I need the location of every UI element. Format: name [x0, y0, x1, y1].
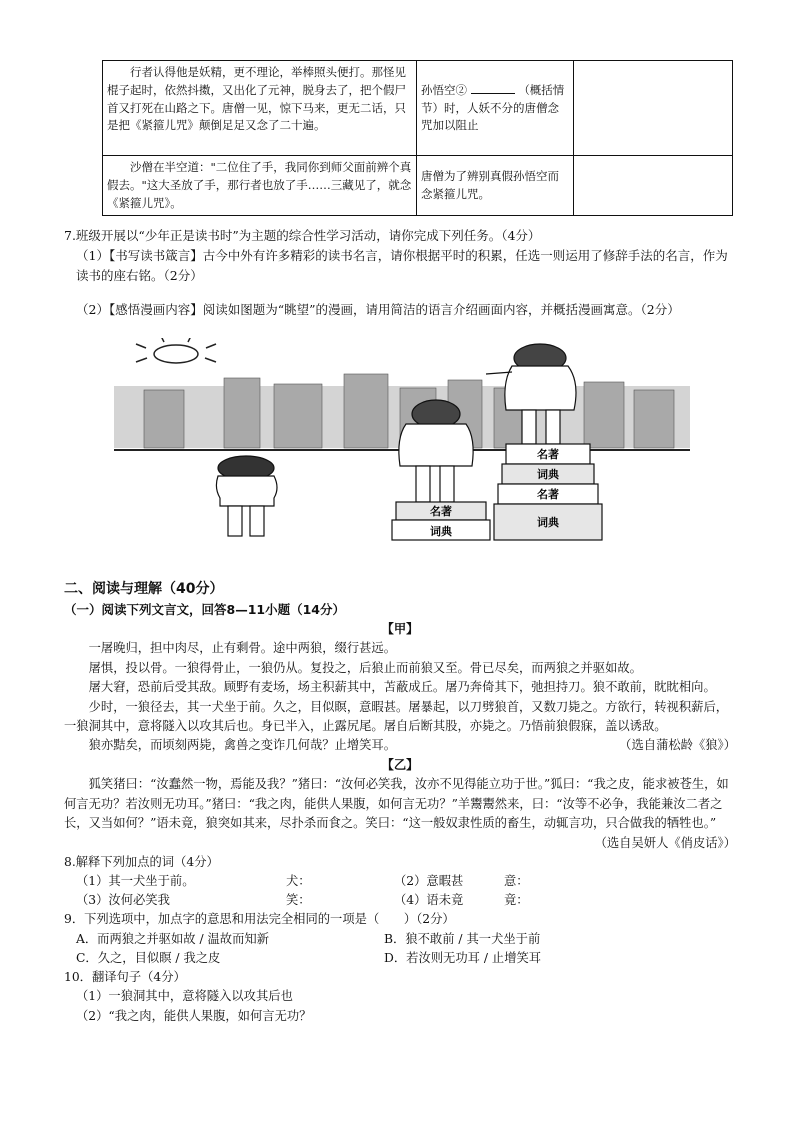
passage-jia-p4: 少时，一狼径去，其一犬坐于前。久之，目似瞑，意暇甚。屠暴起，以刀劈狼首，又数刀毙之。方欲行，转视积薪后，一狼洞其中，意将隧入以攻其后也。身已半入，止露尻尾。屠自后断其股，亦毙之。乃悟前狼假寐，盖以诱敌。 [64, 699, 729, 733]
q10-stem: 10．翻译句子（4分） [64, 969, 186, 984]
summary-1-suffix: （概括情节）时，人妖不分的唐僧念咒加以阻止 [421, 82, 565, 133]
q8-item-2: （2）意暇甚 [394, 874, 464, 889]
q7-stem: 7.班级开展以“少年正是读书时”为主题的综合性学习活动，请你完成下列任务。（4分） [64, 228, 541, 243]
book-label: 词典 [537, 468, 559, 481]
table-cell-summary-2: 唐僧为了辨别真假孙悟空而念紧箍儿咒。 [417, 156, 574, 216]
q8-item-1: （1）其一犬坐于前。 [76, 874, 195, 889]
question-7 [64, 226, 736, 320]
table-cell-empty-1 [574, 61, 733, 156]
subsection-title: （一）阅读下列文言文，回答8—11小题（14分） [64, 602, 345, 618]
passage-jia-p1: 一屠晚归，担中肉尽，止有剩骨。途中两狼，缀行甚远。 [88, 641, 397, 656]
plot-summary-table [102, 60, 733, 216]
q9-option-b[interactable]: B．狼不敢前 / 其一犬坐于前 [384, 931, 541, 946]
q9-option-a[interactable]: A．而两狼之并驱如故 / 温故而知新 [76, 931, 269, 946]
passage-yi-p1: 狐笑猪曰：“汝蠢然一物，焉能及我？”猪曰：“汝何必笑我，汝亦不见得能立功于世。”狐曰：“我之皮，能求被苍生，如何言无功？若汝则无功耳。”猪曰：“我之肉，能供人果腹，如何言无功？”羊鬻鬻然来，曰：“汝等不必争，我能兼汝二者之长，又当如何？”语未竟，狼突如其来，尽扑杀而食之。笑曰：“这一般奴隶性质的畜生，动辄言功，只合做我的牺牲也。” [64, 777, 729, 831]
table-cell-excerpt-2: 沙僧在半空道："二位住了手，我同你到师父面前辨个真假去。"这大圣放了手，那行者也放了手……三藏见了，就念《紧箍儿咒》。 [103, 156, 417, 216]
q8-item-3-key: 笑： [286, 893, 311, 908]
q10-sentence-1: （1）一狼洞其中，意将隧入以攻其后也 [76, 989, 293, 1004]
passage-jia-p3: 屠大窘，恐前后受其敌。顾野有麦场，场主积薪其中，苫蔽成丘。屠乃奔倚其下，弛担持刀。狼不敢前，眈眈相向。 [88, 680, 716, 695]
cartoon-tiaowang [114, 338, 690, 548]
passage-jia-title: 【甲】 [381, 621, 419, 636]
section-title: 二、阅读与理解（40分） [64, 581, 224, 597]
book-label: 名著 [537, 448, 559, 461]
passage-yi-source: （选自吴妍人《俏皮话》） [594, 835, 736, 850]
q9-stem: 9．下列选项中，加点字的意思和用法完全相同的一项是（ ）（2分） [64, 912, 455, 927]
q8-stem: 8.解释下列加点的词（4分） [64, 854, 219, 869]
passage-jia-p5: 狼亦黠矣，而顷刻两毙，禽兽之变诈几何哉？止增笑耳。 [88, 738, 397, 753]
table-cell-excerpt-1: 行者认得他是妖精，更不理论，举棒照头便打。那怪见棍子起时，依然抖擞，又出化了元神，脱身去了，把个假尸首又打死在山路之下。唐僧一见，惊下马来，更无二话，只是把《紧箍儿咒》颠倒足足又念了二十遍。 [103, 61, 417, 156]
passage-jia-source: （选自蒲松龄《狼》） [619, 738, 736, 753]
q9-option-d[interactable]: D．若汝则无功耳 / 止增笑耳 [384, 950, 542, 965]
q7-sub1: （1）【书写读书箴言】古今中外有许多精彩的读书名言，请你根据平时的积累，任选一则运用了修辞手法的名言，作为读书的座右铭。（2分） [76, 248, 728, 283]
q8-row-2 [64, 891, 736, 910]
section-reading [64, 578, 736, 1026]
q9-option-c[interactable]: C．久之，目似瞑 / 我之皮 [76, 950, 221, 965]
table-cell-summary-1 [417, 61, 574, 156]
summary-1-prefix: 孙悟空② [421, 82, 467, 97]
book-label: 词典 [537, 516, 559, 529]
q9-row-2 [64, 949, 736, 968]
q8-item-4-key: 竟： [504, 893, 529, 908]
q8-item-2-key: 意： [504, 874, 529, 889]
q9-row-1 [64, 930, 736, 949]
answer-blank[interactable] [471, 81, 515, 94]
q8-item-3: （3）汝何必笑我 [76, 893, 170, 908]
passage-jia-p5-row [64, 736, 736, 755]
q7-sub2: （2）【感悟漫画内容】阅读如图题为“眺望”的漫画，请用简洁的语言介绍画面内容，并概括漫画寓意。（2分） [76, 302, 680, 317]
q8-row-1 [64, 872, 736, 891]
passage-jia-p2: 屠惧，投以骨。一狼得骨止，一狼仍从。复投之，后狼止而前狼又至。骨已尽矣，而两狼之并驱如故。 [88, 660, 642, 675]
book-label: 名著 [430, 505, 452, 518]
table-cell-empty-2 [574, 156, 733, 216]
q8-item-1-key: 犬： [286, 874, 311, 889]
book-label: 词典 [430, 525, 452, 538]
q10-sentence-2: （2）“我之肉，能供人果腹，如何言无功？ [76, 1008, 312, 1023]
passage-yi-title: 【乙】 [381, 757, 419, 772]
book-label: 名著 [537, 488, 559, 501]
q8-item-4: （4）语未竟 [394, 893, 464, 908]
